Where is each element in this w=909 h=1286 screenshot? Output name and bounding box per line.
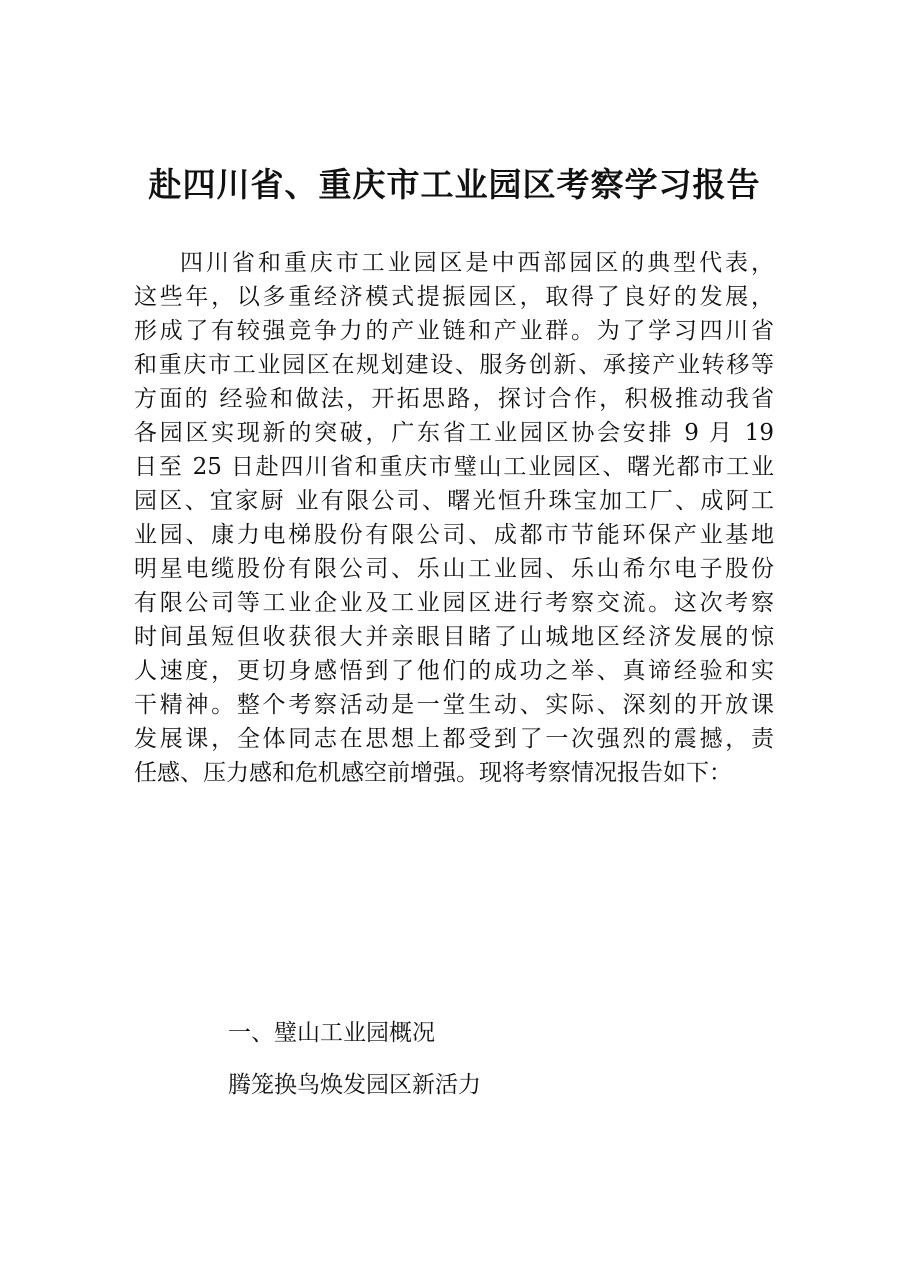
document-title: 赴四川省、重庆市工业园区考察学习报告 — [148, 165, 761, 204]
paragraph-line: 形成了有较强竞争力的产业链和产业群。为了学习四川省 — [134, 318, 774, 344]
paragraph-line: 园区、宜家厨 业有限公司、曙光恒升珠宝加工厂、成阿工 — [134, 488, 774, 514]
paragraph-line: 明星电缆股份有限公司、乐山工业园、乐山希尔电子股份 — [134, 556, 774, 582]
body-paragraph — [134, 246, 774, 790]
paragraph-line: 和重庆市工业园区在规划建设、服务创新、承接产业转移等 — [134, 352, 774, 378]
section-subheading: 腾笼换鸟焕发园区新活力 — [228, 1072, 481, 1098]
paragraph-line: 四川省和重庆市工业园区是中西部园区的典型代表， — [180, 250, 774, 276]
paragraph-line: 人速度，更切身感悟到了他们的成功之举、真谛经验和实 — [134, 658, 774, 684]
paragraph-line: 时间虽短但收获很大并亲眼目睹了山城地区经济发展的惊 — [134, 624, 774, 650]
paragraph-line: 干精神。整个考察活动是一堂生动、实际、深刻的开放课 — [134, 692, 774, 718]
paragraph-line: 业园、康力电梯股份有限公司、成都市节能环保产业基地 — [134, 522, 774, 548]
paragraph-line: 这些年，以多重经济模式提振园区，取得了良好的发展， — [134, 284, 774, 310]
paragraph-line: 方面的 经验和做法，开拓思路，探讨合作，积极推动我省 — [134, 386, 774, 412]
paragraph-line: 任感、压力感和危机感空前增强。现将考察情况报告如下： — [134, 760, 732, 786]
paragraph-line: 各园区实现新的突破，广东省工业园区协会安排 9 月 19 — [134, 420, 774, 446]
section-heading: 一、璧山工业园概况 — [228, 1020, 435, 1046]
paragraph-line: 有限公司等工业企业及工业园区进行考察交流。这次考察 — [134, 590, 774, 616]
paragraph-line: 发展课，全体同志在思想上都受到了一次强烈的震撼，责 — [134, 726, 774, 752]
paragraph-line: 日至 25 日赴四川省和重庆市璧山工业园区、曙光都市工业 — [134, 454, 774, 480]
